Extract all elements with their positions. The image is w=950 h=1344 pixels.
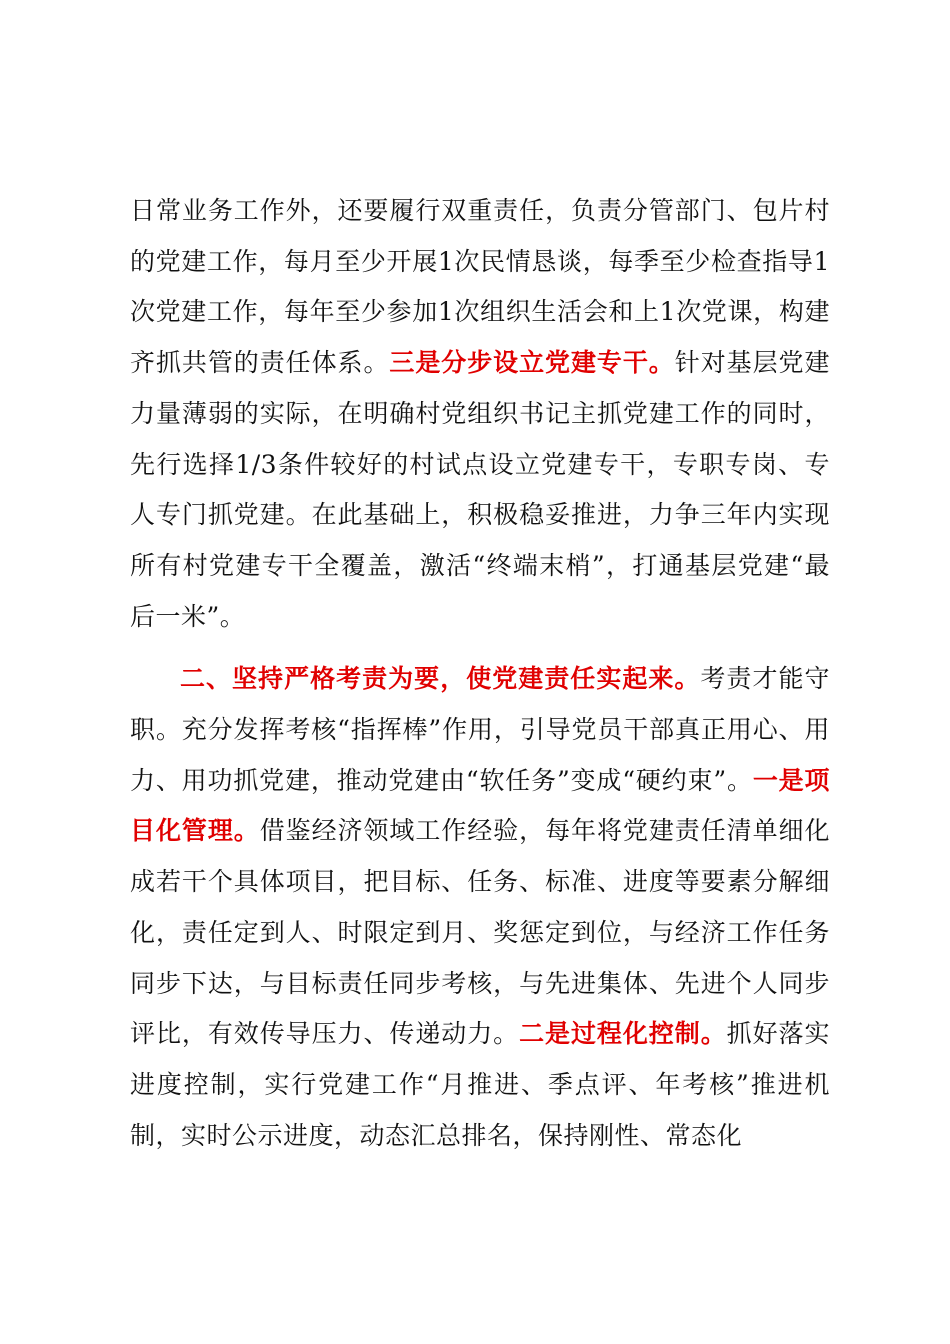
subheading-1: 一是项目化管理。 xyxy=(130,765,830,846)
section-heading-2: 二、坚持严格考责为要，使党建责任实起来。 xyxy=(180,664,701,694)
paragraph-2-text-1: 考责才能守职。充分发挥考核“指挥棒”作用，引导党员干部真正用心、用力、用功抓党建，推动党建由“软任务”变成“硬约束”。 xyxy=(130,664,830,795)
paragraph-1-text-1: 日常业务工作外，还要履行双重责任，负责分管部门、包片村的党建工作，每月至少开展1次民情恳谈，每季至少检查指导1次党建工作，每年至少参加1次组织生活会和上1次党课，构建齐抓共管的责任体系。 xyxy=(130,196,830,378)
paragraph-gap xyxy=(130,642,830,654)
paragraph-1-text-2: 针对基层党建力量薄弱的实际，在明确村党组织书记主抓党建工作的同时，先行选择1/3条件较好的村试点设立党建专干，专职专岗、专人专门抓党建。在此基础上，积极稳妥推进，力争三年内实现所有村党建专干全覆盖，激活“终端末梢”，打通基层党建“最后一米”。 xyxy=(130,348,830,631)
paragraph-1-heading-3: 三是分步设立党建专干。 xyxy=(389,348,675,378)
paragraph-1 xyxy=(130,186,830,642)
paragraph-2 xyxy=(130,654,830,1161)
paragraph-2-text-3: 抓好落实进度控制，实行党建工作“月推进、季点评、年考核”推进机制，实时公示进度，动态汇总排名，保持刚性、常态化 xyxy=(130,1019,830,1150)
subheading-2: 二是过程化控制。 xyxy=(519,1019,727,1049)
paragraph-2-text-2: 借鉴经济领域工作经验，每年将党建责任清单细化成若干个具体项目，把目标、任务、标准、进度等要素分解细化，责任定到人、时限定到月、奖惩定到位，与经济工作任务同步下达，与目标责任同步考核，与先进集体、先进个人同步评比，有效传导压力、传递动力。 xyxy=(130,816,830,1049)
body-text xyxy=(130,186,830,1161)
